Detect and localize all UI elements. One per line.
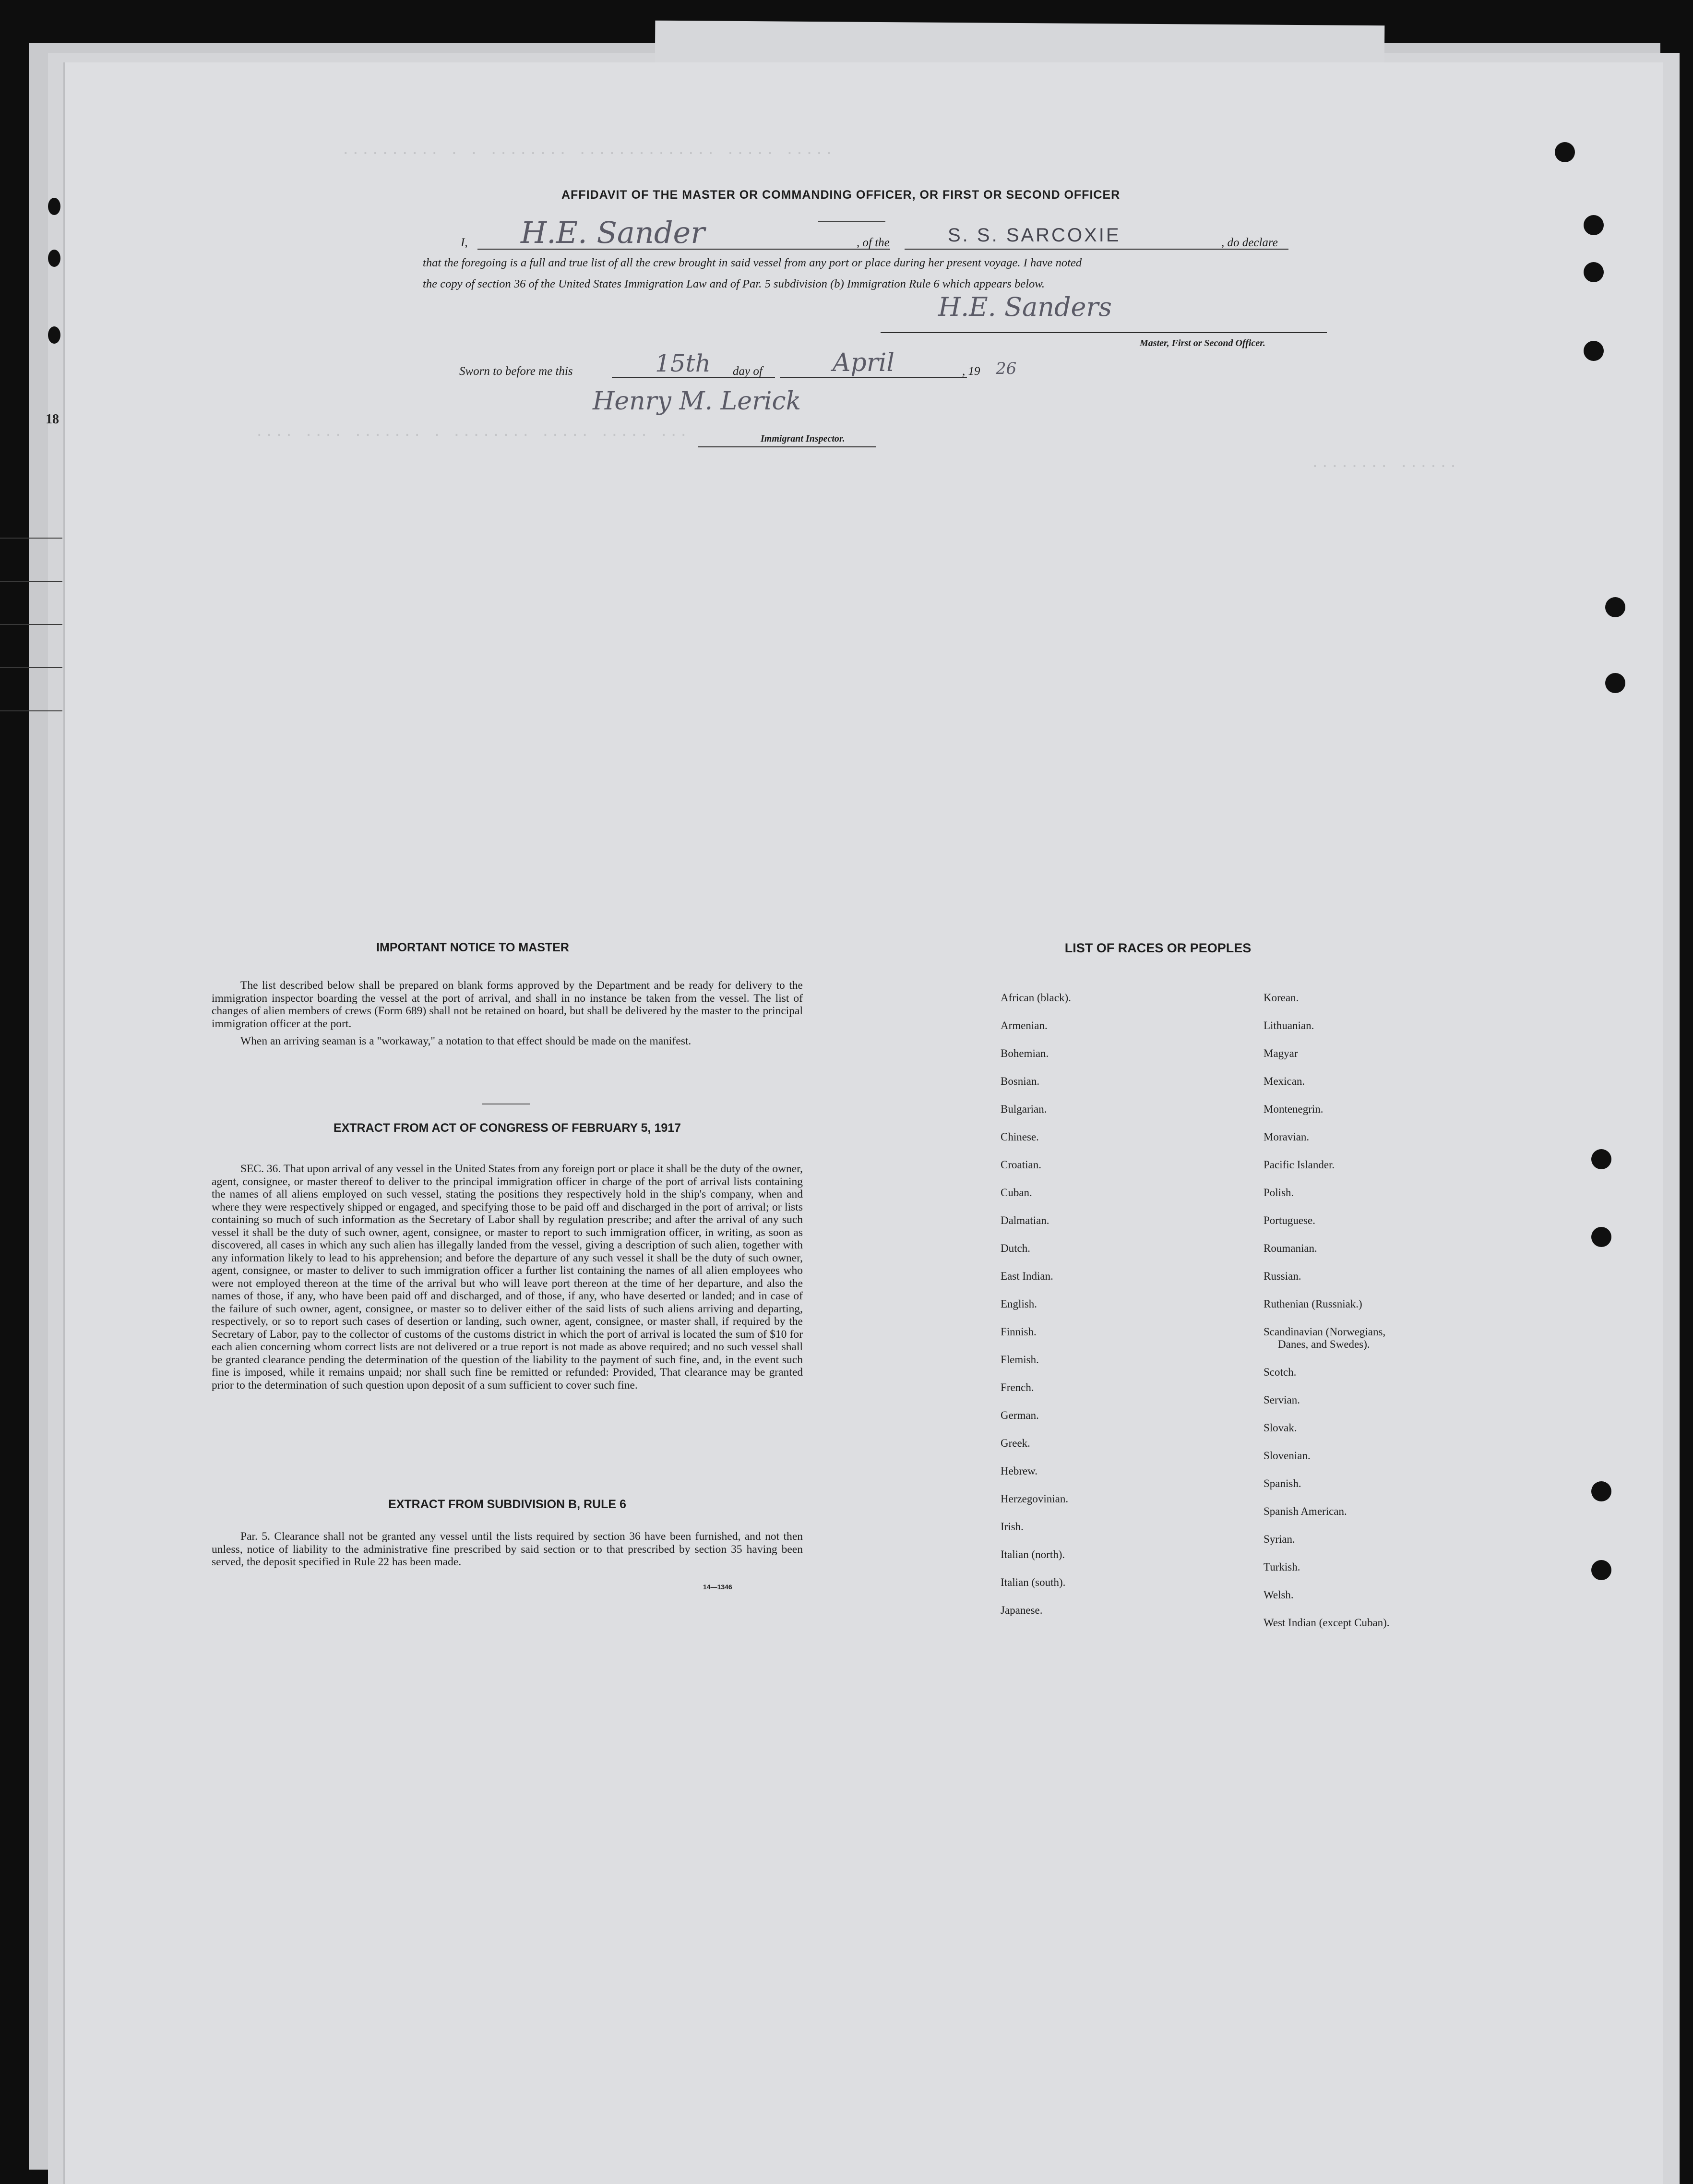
race-item: Russian.: [1264, 1270, 1301, 1282]
race-item: African (black).: [1001, 992, 1071, 1004]
binder-hole: [1591, 1560, 1611, 1580]
master-caption: Master, First or Second Officer.: [1140, 338, 1265, 348]
binder-hole: [1605, 597, 1625, 617]
ledger-line: [0, 667, 62, 668]
page-mark: 18: [46, 412, 59, 427]
bleed-through: .... .... ....... . ........ ..... ..... ...: [257, 420, 691, 440]
race-item: Flemish.: [1001, 1354, 1039, 1366]
race-item: Welsh.: [1264, 1589, 1294, 1601]
document-page: [63, 62, 1663, 2184]
race-item: Roumanian.: [1264, 1242, 1317, 1254]
race-item: Syrian.: [1264, 1533, 1295, 1545]
race-item: Polish.: [1264, 1187, 1294, 1199]
race-item: Magyar: [1264, 1047, 1298, 1059]
affidavit-line-3: the copy of section 36 of the United States Immigration Law and of Par. 5 subdivision (b) Immigration Rule 6 which appears below.: [423, 277, 1045, 290]
race-item: French.: [1001, 1381, 1034, 1393]
race-item: Chinese.: [1001, 1131, 1039, 1143]
sworn-month: April: [833, 348, 894, 377]
binder-hole: [1584, 262, 1604, 282]
ledger-line: [0, 581, 62, 582]
races-title: LIST OF RACES OR PEOPLES: [1064, 941, 1252, 955]
binder-hole: [1591, 1149, 1611, 1169]
year-suffix: 26: [996, 359, 1017, 378]
race-item: Slovenian.: [1264, 1450, 1311, 1462]
ledger-line: [0, 624, 62, 625]
binder-hole: [1584, 341, 1604, 361]
binder-hole: [1591, 1481, 1611, 1501]
race-item: East Indian.: [1001, 1270, 1053, 1282]
race-item: Servian.: [1264, 1394, 1300, 1406]
race-item: Scotch.: [1264, 1366, 1297, 1378]
race-item: Scandinavian (Norwegians,: [1264, 1326, 1386, 1338]
race-item: West Indian (except Cuban).: [1264, 1617, 1390, 1629]
race-item: Slovak.: [1264, 1422, 1297, 1434]
binder-hole: [48, 250, 60, 267]
day-of-label: day of: [733, 365, 763, 378]
race-item: Cuban.: [1001, 1187, 1032, 1199]
notice-paragraph-2: When an arriving seaman is a "workaway," a notation to that effect should be made on the manifest.: [240, 1035, 692, 1047]
binder-hole: [1605, 673, 1625, 693]
extract-rule-title: EXTRACT FROM SUBDIVISION B, RULE 6: [388, 1498, 626, 1511]
do-declare-label: , do declare: [1221, 236, 1278, 249]
extract-rule-body: [212, 1530, 803, 1569]
race-item: Bosnian.: [1001, 1075, 1040, 1087]
race-item: Japanese.: [1001, 1604, 1043, 1616]
bleed-through: .......... . . ........ .............. ..... .....: [343, 138, 836, 158]
binder-hole: [48, 326, 60, 344]
race-item: Portuguese.: [1264, 1214, 1315, 1226]
race-item: Greek.: [1001, 1437, 1030, 1449]
race-item: Hebrew.: [1001, 1465, 1038, 1477]
race-item: German.: [1001, 1409, 1039, 1421]
master-signature: H.E. Sanders: [938, 292, 1112, 322]
ledger-line: [0, 538, 62, 539]
race-item: Spanish American.: [1264, 1505, 1347, 1517]
race-item: Croatian.: [1001, 1159, 1041, 1171]
extract-act-title: EXTRACT FROM ACT OF CONGRESS OF FEBRUARY 5, 1917: [333, 1121, 681, 1135]
sworn-label: Sworn to before me this: [459, 365, 573, 378]
binder-hole: [1584, 215, 1604, 235]
race-item: Pacific Islander.: [1264, 1159, 1335, 1171]
inspector-caption: Immigrant Inspector.: [761, 433, 845, 444]
ledger-line: [0, 710, 62, 711]
title-rule: [818, 221, 885, 222]
extract-act-body: [212, 1163, 803, 1392]
sworn-day: 15th: [655, 349, 711, 377]
section-36-text: SEC. 36. That upon arrival of any vessel in the United States from any foreign port or place it shall be the duty of the owner, agent, consignee, or master thereof to deliver to the principal immigration officer in charge of the port of arrival lists containing the names of all aliens employed on such vessel, stating the positions they respectively hold in the ship's company, when and where they were respectively shipped or engaged, and specifying those to be paid off and discharged in the port of arrival; or lists containing so much of such information as the Secretary of Labor shall by regulation prescribe; and after the arrival of any such vessel it shall be the duty of such owner, agent, consignee, or master to report to such immigration officer, in writing, as soon as discovered, all cases in which any such alien has illegally landed from the vessel, giving a description of such alien, together with any information likely to lead to his apprehension; and before the departure of any such vessel it shall be the duty of such owner, agent, consignee, or master to deliver to such immigration officer a further list containing the names of all alien employees who were not employed thereon at the time of the arrival but who will leave port thereon at the time of her departure, and also the names of those, if any, who have been paid off and discharged, and of those, if any, who have deserted or landed; and in case of the failure of such owner, agent, consignee, or master so to deliver either of the said lists of such aliens arriving and departing, respectively, or so to report such cases of desertion or landing, such owner, agent, consignee, or master shall, if required by the Secretary of Labor, pay to the collector of customs of the customs district in which the port of arrival is located the sum of $10 for each alien concerning whom correct lists are not delivered or a true report is not made as above required; and no such vessel shall be granted clearance pending the determination of the question of the liability to the payment of such fine, and, in the event such fine is imposed, while it remains unpaid; nor shall such fine be remitted or refunded: Provided, That clearance may be granted prior to the determination of such question upon deposit of a sum sufficient to cover such fine.: [212, 1163, 803, 1392]
race-item: Lithuanian.: [1264, 1020, 1314, 1032]
notice-title: IMPORTANT NOTICE TO MASTER: [376, 941, 569, 954]
vessel-name: S. S. SARCOXIE: [948, 225, 1121, 246]
race-item: Moravian.: [1264, 1131, 1310, 1143]
master-signature-line: [881, 332, 1327, 333]
of-the-label: , of the: [857, 236, 890, 249]
form-number: 14—1346: [703, 1583, 732, 1591]
race-item: Italian (south).: [1001, 1576, 1066, 1588]
binder-hole: [48, 198, 60, 215]
race-item: Spanish.: [1264, 1477, 1301, 1489]
race-item: Italian (north).: [1001, 1548, 1065, 1560]
race-item: Ruthenian (Russniak.): [1264, 1298, 1362, 1310]
race-item: Finnish.: [1001, 1326, 1037, 1338]
race-item: Bulgarian.: [1001, 1103, 1047, 1115]
race-item: Bohemian.: [1001, 1047, 1049, 1059]
i-label: I,: [461, 236, 468, 249]
affidavit-title: AFFIDAVIT OF THE MASTER OR COMMANDING OFFICER, OR FIRST OR SECOND OFFICER: [561, 188, 1121, 202]
race-item: Mexican.: [1264, 1075, 1305, 1087]
race-item: English.: [1001, 1298, 1037, 1310]
race-item: Danes, and Swedes).: [1278, 1338, 1370, 1350]
race-item: Montenegrin.: [1264, 1103, 1323, 1115]
race-item: Dalmatian.: [1001, 1214, 1049, 1226]
race-item: Turkish.: [1264, 1561, 1300, 1573]
race-item: Armenian.: [1001, 1020, 1048, 1032]
bleed-through: ........ ......: [1312, 451, 1461, 471]
notice-paragraph-1: The list described below shall be prepared on blank forms approved by the Department and be ready for delivery to the immigration inspector boarding the vessel at the port of arrival, and shall in no instance be taken from the vessel. The list of changes of alien members of crews (Form 689) shall not be retained on board, but shall be delivered by the master to the principal immigration officer at the port.: [212, 979, 803, 1030]
binder-hole: [1591, 1227, 1611, 1247]
inspector-signature-line: [698, 446, 876, 447]
notice-body: [212, 979, 803, 1048]
signer-signature: H.E. Sander: [521, 215, 705, 250]
year-prefix: , 19: [962, 365, 980, 378]
binder-hole: [1555, 142, 1575, 162]
par-5-text: Par. 5. Clearance shall not be granted any vessel until the lists required by section 36 have been furnished, and not then unless, notice of liability to the administrative fine prescribed by said section or to that prescribed by section 35 having been served, the deposit specified in Rule 22 has been made.: [212, 1530, 803, 1568]
race-item: Korean.: [1264, 992, 1299, 1004]
affidavit-line-2: that the foregoing is a full and true list of all the crew brought in said vessel from any port or place during her present voyage. I have noted: [423, 256, 1082, 269]
inspector-signature: Henry M. Lerick: [593, 387, 801, 416]
sworn-month-line: [780, 377, 967, 378]
race-item: Herzegovinian.: [1001, 1493, 1069, 1505]
race-item: Irish.: [1001, 1521, 1024, 1533]
race-item: Dutch.: [1001, 1242, 1030, 1254]
